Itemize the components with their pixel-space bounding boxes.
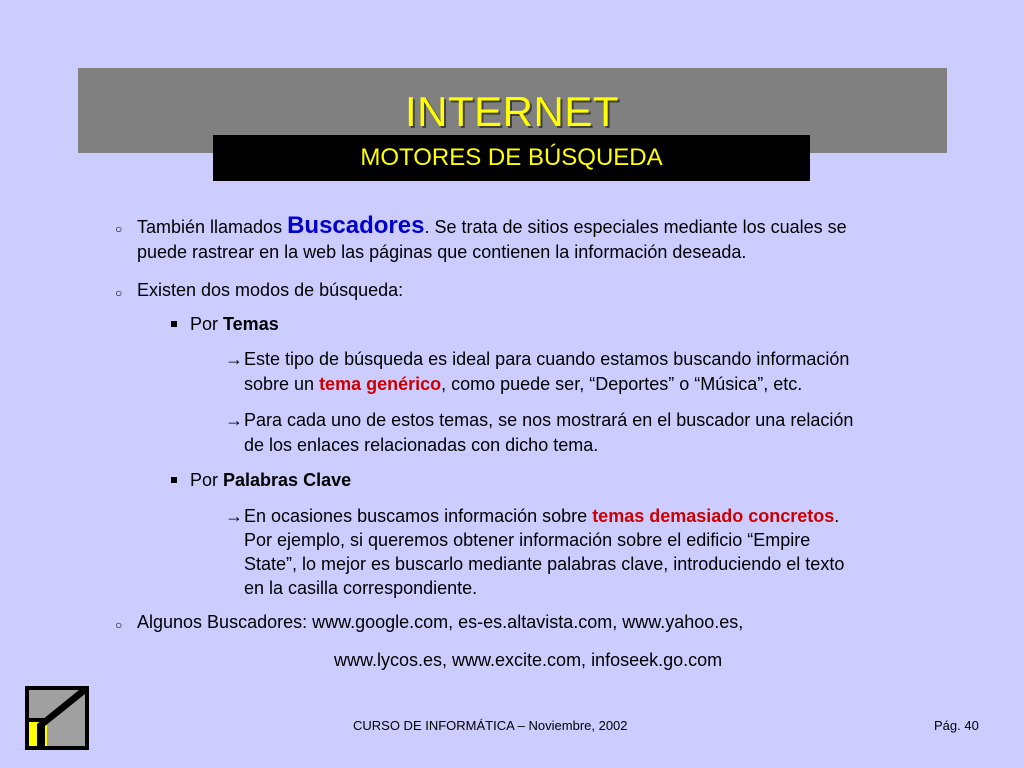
palabras-item1-line2: Por ejemplo, si queremos obtener información sobre el edificio “Empire [244, 530, 811, 550]
highlight-tema-generico: tema genérico [319, 374, 442, 394]
palabras-clave-label: Palabras Clave [223, 470, 352, 490]
palabras-item1-line4: en la casilla correspondiente. [244, 578, 478, 598]
text-fragment: En ocasiones buscamos información sobre [244, 506, 593, 526]
highlight-buscadores: Buscadores [287, 212, 425, 239]
temas-item2-line1: Para cada uno de estos temas, se nos mostrará en el buscador una relación [244, 410, 854, 430]
temas-item2-line2: de los enlaces relacionadas con dicho tema. [244, 435, 599, 455]
square-bullet-icon [171, 321, 177, 327]
arrow-right-icon: → [225, 506, 243, 526]
text-fragment: . [834, 506, 840, 526]
temas-item1-line1: Este tipo de búsqueda es ideal para cuando estamos buscando información [244, 349, 850, 369]
text-fragment: , como puede ser, “Deportes” o “Música”, etc. [441, 374, 803, 394]
paragraph-modos: Existen dos modos de búsqueda: [137, 280, 404, 300]
course-logo-icon [25, 686, 89, 750]
arrow-right-icon: → [225, 410, 243, 430]
palabras-item1-line3: State”, lo mejor es buscarlo mediante palabras clave, introduciendo el texto [244, 554, 845, 574]
slide-title: INTERNET [405, 88, 619, 135]
subheading-temas [190, 312, 279, 336]
square-bullet-icon [171, 477, 177, 483]
paragraph-buscadores [137, 214, 847, 239]
text-fragment: Por [190, 470, 224, 490]
circle-bullet-icon: ○ [115, 286, 123, 300]
circle-bullet-icon: ○ [115, 222, 123, 236]
text-fragment: . Se trata de sitios especiales mediante los cuales se [424, 217, 847, 237]
buscadores-list-line1: Algunos Buscadores: www.google.com, es-es.altavista.com, www.yahoo.es, [137, 612, 744, 632]
text-fragment: sobre un [244, 374, 320, 394]
text-fragment: También llamados [137, 217, 288, 237]
paragraph-buscadores-line2: puede rastrear en la web las páginas que contienen la información deseada. [137, 242, 747, 262]
footer-page-number: Pág. 40 [934, 718, 979, 733]
text-fragment: Por [190, 314, 224, 334]
slide-subtitle: MOTORES DE BÚSQUEDA [213, 135, 810, 181]
subheading-palabras-clave [190, 468, 351, 492]
footer-course: CURSO DE INFORMÁTICA – Noviembre, 2002 [353, 718, 628, 733]
buscadores-list-line2: www.lycos.es, www.excite.com, infoseek.go.com [334, 650, 723, 670]
highlight-temas-concretos: temas demasiado concretos [592, 506, 835, 526]
palabras-item1-line1 [244, 504, 839, 528]
arrow-right-icon: → [225, 349, 243, 369]
circle-bullet-icon: ○ [115, 618, 123, 632]
temas-label: Temas [223, 314, 279, 334]
temas-item1-line2 [244, 372, 802, 396]
